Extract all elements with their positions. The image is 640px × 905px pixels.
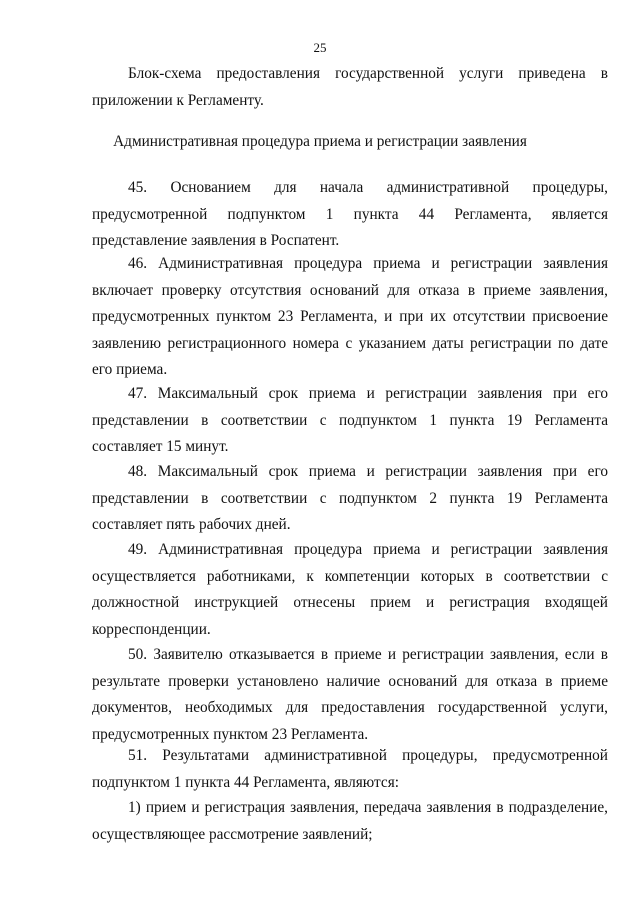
paragraph-51: 51. Результатами административной процедуры, предусмотренной подпунктом 1 пункта 44 Регламента, являются: — [92, 747, 608, 791]
paragraph-49: 49. Административная процедура приема и регистрации заявления осуществляется работниками, к компетенции которых в соответствии с должностной инструкцией отнесены прием и регистрация входящей корреспонденции. — [92, 541, 608, 638]
page-number: 25 — [313, 40, 327, 55]
section-heading: Административная процедура приема и регистрации заявления — [113, 133, 527, 150]
paragraph-48: 48. Максимальный срок приема и регистрации заявления при его представлении в соответствии с подпунктом 2 пункта 19 Регламента составляет пять рабочих дней. — [92, 463, 608, 533]
paragraph-50: 50. Заявителю отказывается в приеме и регистрации заявления, если в результате проверки установлено наличие оснований для отказа в приеме документов, необходимых для предоставления государственной услуги, предусмотренных пунктом 23 Регламента. — [92, 646, 608, 743]
paragraph-45: 45. Основанием для начала административной процедуры, предусмотренной подпунктом 1 пункта 44 Регламента, является представление заявления в Роспатент. — [92, 179, 608, 249]
paragraph-47: 47. Максимальный срок приема и регистрации заявления при его представлении в соответствии с подпунктом 1 пункта 19 Регламента составляет 15 минут. — [92, 385, 608, 455]
paragraph-46: 46. Административная процедура приема и регистрации заявления включает проверку отсутствия оснований для отказа в приеме заявления, предусмотренных пунктом 23 Регламента, и при их отсутствии присвоение заявлению регистрационного номера с указанием даты регистрации по дате его приема. — [92, 255, 608, 378]
list-item-1: 1) прием и регистрация заявления, передача заявления в подразделение, осуществляющее рассмотрение заявлений; — [92, 799, 608, 843]
intro-paragraph: Блок-схема предоставления государственной услуги приведена в приложении к Регламенту. — [92, 65, 608, 109]
